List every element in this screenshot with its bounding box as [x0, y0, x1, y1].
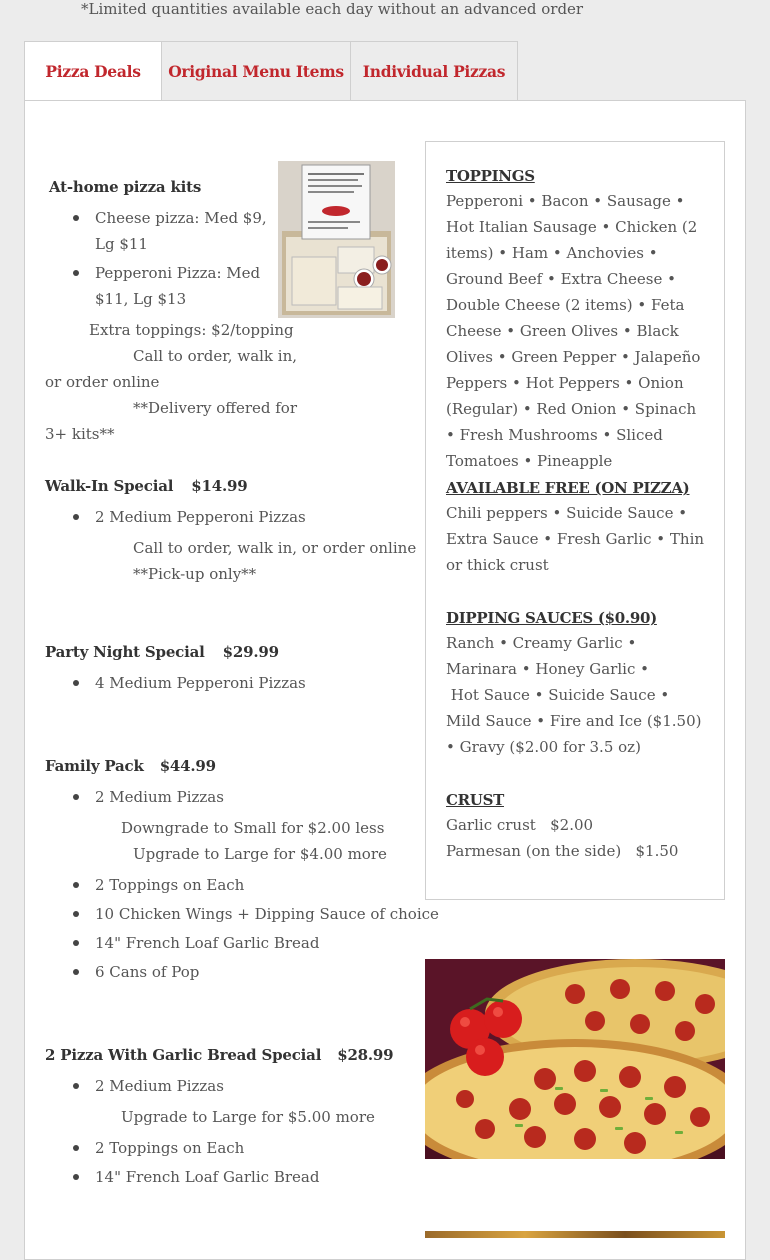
kits-delivery-line-2: 3+ kits**: [45, 425, 115, 443]
walkin-price: $14.99: [191, 477, 248, 495]
free-toppings-list: Chili peppers • Suicide Sauce • Extra Sauce • Fresh Garlic • Thin or thick crust: [446, 504, 705, 574]
food-photo-partial: [425, 1231, 725, 1238]
tab-pizza-deals[interactable]: Pizza Deals: [24, 41, 162, 101]
dipping-sauces-title: DIPPING SAUCES ($0.90): [446, 609, 657, 627]
advance-order-notice: *Limited quantities available each day without an advanced order: [81, 0, 584, 18]
list-item: 6 Cans of Pop: [95, 959, 199, 985]
kits-extra-toppings: Extra toppings: $2/topping: [89, 321, 294, 339]
list-item: 2 Toppings on Each: [95, 872, 244, 898]
list-item: 2 Medium Pepperoni Pizzas: [95, 504, 306, 530]
list-item: 14" French Loaf Garlic Bread: [95, 1164, 319, 1190]
list-item: 2 Toppings on Each: [95, 1135, 244, 1161]
list-item: 2 Medium Pizzas: [95, 1073, 224, 1099]
garlic-special-upgrade-note: Upgrade to Large for $5.00 more: [121, 1108, 375, 1126]
walkin-pickup-note: **Pick-up only**: [133, 565, 257, 583]
list-item: Cheese pizza: Med $9, Lg $11: [95, 205, 270, 257]
family-title: Family Pack $44.99: [45, 757, 216, 775]
family-price: $44.99: [159, 757, 216, 775]
walkin-order-note: Call to order, walk in, or order online: [133, 539, 417, 557]
walkin-title: Walk-In Special $14.99: [45, 477, 248, 495]
kits-title: At-home pizza kits: [49, 178, 202, 196]
party-title: Party Night Special $29.99: [45, 643, 279, 661]
garlic-special-price: $28.99: [337, 1046, 394, 1064]
toppings-title: TOPPINGS: [446, 167, 535, 185]
toppings-list: Pepperoni • Bacon • Sausage • Hot Italian Sausage • Chicken (2 items) • Ham • Anchovies • Ground Beef • Extra Cheese • Double Cheese (2 items) • Feta Cheese • Green Olives • Black Olives • Green Pepper • Jalapeño Peppers • Hot Peppers • Onion (Regular) • Red Onion • Spinach • Fresh Mushrooms • Sliced Tomatoes • Pineapple: [446, 192, 701, 470]
deal-tabs: [24, 41, 518, 101]
list-item: 4 Medium Pepperoni Pizzas: [95, 670, 306, 696]
party-price: $29.99: [222, 643, 279, 661]
kits-call-line-2: or order online: [45, 373, 160, 391]
tab-original-menu-items[interactable]: Original Menu Items: [162, 41, 351, 101]
family-upgrade-note: Upgrade to Large for $4.00 more: [133, 845, 387, 863]
crust-garlic: Garlic crust $2.00: [446, 816, 594, 834]
list-item: 2 Medium Pizzas: [95, 784, 224, 810]
list-item: Pepperoni Pizza: Med $11, Lg $13: [95, 260, 270, 312]
crust-parmesan: Parmesan (on the side) $1.50: [446, 842, 679, 860]
kits-call-line: Call to order, walk in,: [133, 347, 298, 365]
pizza-kit-photo: [278, 161, 395, 318]
toppings-box: [425, 141, 725, 900]
crust-title: CRUST: [446, 791, 504, 809]
pepperoni-pizza-photo: [425, 959, 725, 1159]
family-downgrade-note: Downgrade to Small for $2.00 less: [121, 819, 385, 837]
kits-delivery-line: **Delivery offered for: [133, 399, 297, 417]
tab-individual-pizzas[interactable]: Individual Pizzas: [351, 41, 518, 101]
list-item: 14" French Loaf Garlic Bread: [95, 930, 319, 956]
dipping-sauces-list-2: Hot Sauce • Suicide Sauce • Mild Sauce • Fire and Ice ($1.50) • Gravy ($2.00 for 3.5 oz): [446, 686, 707, 756]
list-item: 10 Chicken Wings + Dipping Sauce of choice: [95, 901, 439, 927]
free-toppings-title: AVAILABLE FREE (ON PIZZA): [446, 479, 690, 497]
dipping-sauces-list: Ranch • Creamy Garlic • Marinara • Honey Garlic •: [446, 634, 649, 678]
garlic-special-title: 2 Pizza With Garlic Bread Special $28.99: [45, 1046, 394, 1064]
